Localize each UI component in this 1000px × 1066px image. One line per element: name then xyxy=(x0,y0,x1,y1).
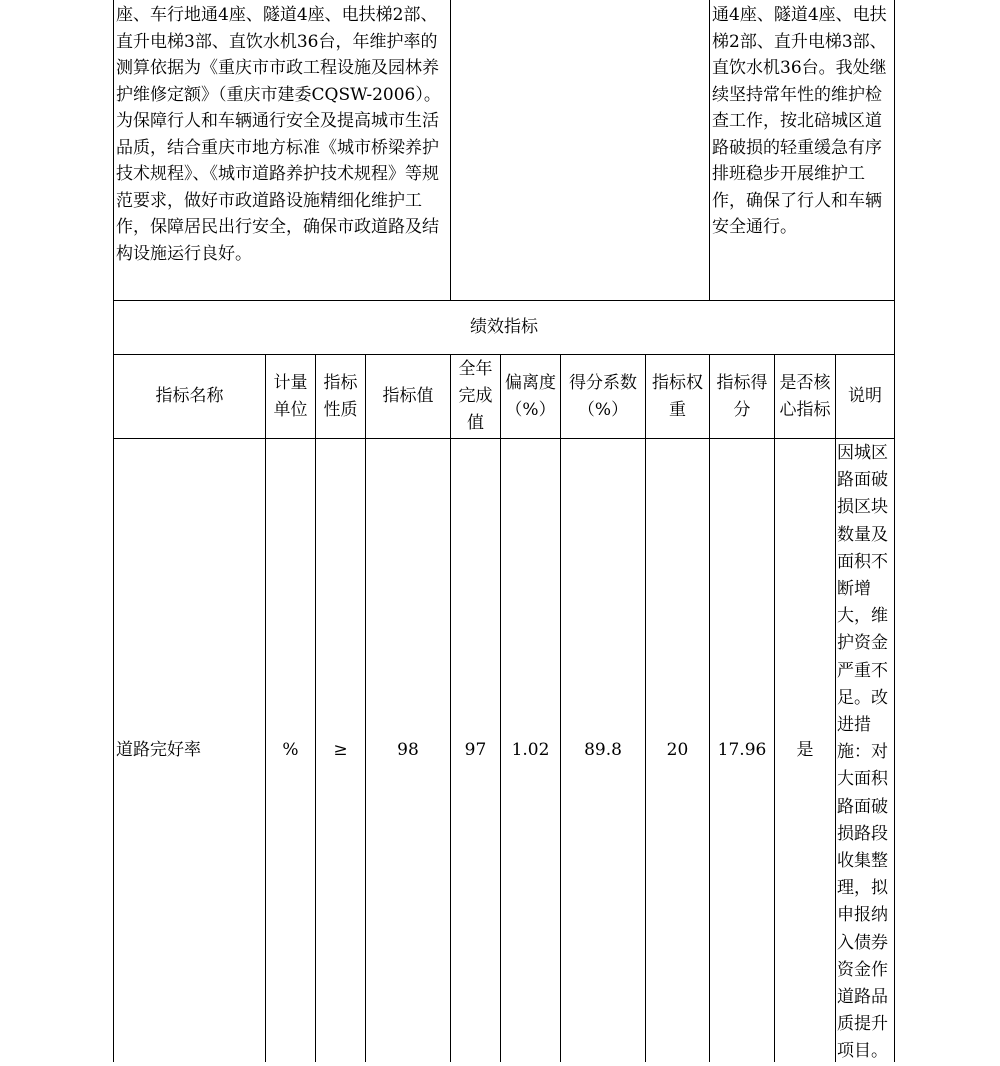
header-nature: 指标性质 xyxy=(323,372,358,420)
header-actual-value: 全年完成值 xyxy=(458,359,493,433)
row-deviation: 1.02 xyxy=(511,740,550,761)
header-note: 说明 xyxy=(848,386,882,406)
table-border-left xyxy=(113,0,114,1062)
header-target-value: 指标值 xyxy=(382,386,434,406)
column-divider xyxy=(835,354,836,1062)
top-right-description: 通4座、隧道4座、电扶梯2部、直升电梯3部、直饮水机36台。我处继续坚持常年性的维护检查工作，按北碚城区道路破损的轻重缓急有序排班稳步开展维护工作，确保了行人和车辆安全通行。 xyxy=(712,5,887,237)
table-border-right xyxy=(894,0,895,1062)
header-deviation: 偏离度（%） xyxy=(505,372,556,420)
header-core-indicator: 是否核心指标 xyxy=(779,372,831,420)
top-left-description: 座、车行地通4座、隧道4座、电扶梯2部、直升电梯3部、直饮水机36台，年维护率的测算依据为《重庆市市政工程设施及园林养护维修定额》（重庆市建委CQSW-2006）。为保障行人和车辆通行安全及提高城市生活品质，结合重庆市地方标准《城市桥梁养护技术规程》、《城市道路养护技术规程》等规范要求，做好市政道路设施精细化维护工作，保障居民出行安全，确保市政道路及结构设施运行良好。 xyxy=(116,5,441,264)
row-score: 17.96 xyxy=(717,740,767,761)
row-score-coefficient: 89.8 xyxy=(584,740,622,761)
header-unit: 计量单位 xyxy=(273,372,308,420)
column-divider xyxy=(450,0,451,300)
row-target-value: 98 xyxy=(397,740,419,761)
section-title: 绩效指标 xyxy=(470,317,538,338)
row-core-indicator: 是 xyxy=(796,740,814,761)
header-weight: 指标权重 xyxy=(652,372,703,420)
header-score: 指标得分 xyxy=(716,372,768,420)
header-score-coefficient: 得分系数（%） xyxy=(569,372,637,420)
column-divider xyxy=(709,0,710,300)
row-unit: % xyxy=(282,740,299,761)
row-weight: 20 xyxy=(666,740,689,761)
row-indicator-name: 道路完好率 xyxy=(116,740,201,761)
row-nature: ≥ xyxy=(333,740,348,761)
row-note: 因城区路面破损区块数量及面积不断增大，维护资金严重不足。改进措施：对大面积路面破损路段收集整理，拟申报纳入债券资金作道路品质提升项目。 xyxy=(837,443,888,1062)
header-indicator-name: 指标名称 xyxy=(155,386,224,406)
row-actual-value: 97 xyxy=(464,740,487,761)
